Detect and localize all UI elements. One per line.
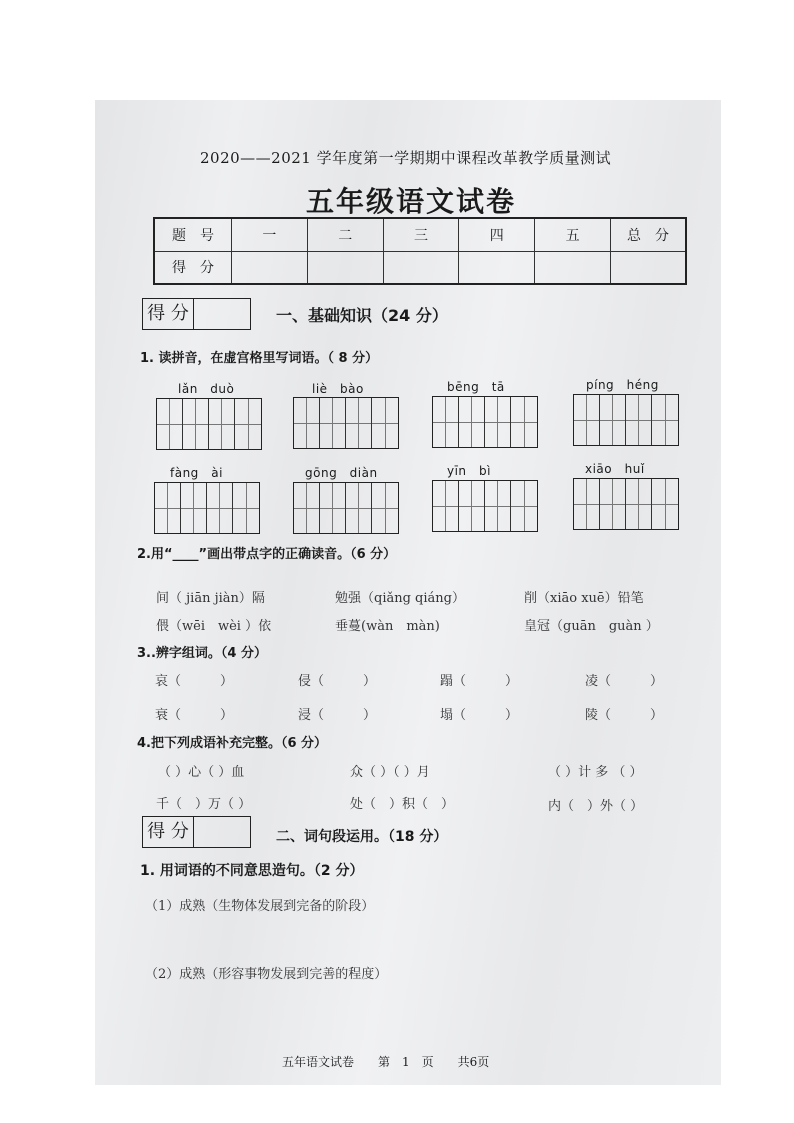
grid-cell[interactable]: [600, 479, 626, 529]
exam-title: 五年级语文试卷: [306, 185, 517, 218]
grid-cell[interactable]: [181, 483, 207, 533]
score-cell: [535, 251, 611, 284]
score-box-blank: [194, 299, 250, 329]
grid-cell[interactable]: [320, 483, 346, 533]
grid-cell[interactable]: [652, 395, 678, 445]
grid-cell[interactable]: [372, 483, 398, 533]
score-cell: 一: [232, 218, 308, 251]
writing-grid[interactable]: [573, 478, 679, 530]
grid-cell[interactable]: [155, 483, 181, 533]
s2-q1-item[interactable]: （2）成熟（形容事物发展到完善的程度）: [145, 967, 388, 982]
q2-item[interactable]: 间（ jiān jiàn）隔: [156, 591, 265, 606]
q2-item[interactable]: 削（xiāo xuē）铅笔: [524, 591, 644, 606]
score-cell: 五: [535, 218, 611, 251]
score-box-label: 得 分: [143, 817, 194, 847]
grid-cell[interactable]: [626, 479, 652, 529]
grid-cell[interactable]: [485, 481, 511, 531]
q4-prompt: 4.把下列成语补充完整。（6 分）: [137, 736, 328, 751]
q2-item[interactable]: 皇冠（guān guàn ）: [524, 619, 659, 634]
q3-prompt: 3..辨字组词。（4 分）: [137, 646, 267, 661]
writing-grid[interactable]: [293, 397, 399, 449]
writing-grid[interactable]: [432, 480, 538, 532]
score-box-blank: [194, 817, 250, 847]
writing-grid[interactable]: [293, 482, 399, 534]
grid-cell[interactable]: [346, 483, 372, 533]
pinyin-label: bēng tā: [447, 380, 505, 394]
pinyin-label: lǎn duò: [178, 382, 235, 396]
grid-cell[interactable]: [294, 483, 320, 533]
score-cell: 得 分: [154, 251, 232, 284]
score-table: [153, 217, 687, 285]
q3-item[interactable]: 哀（ ）: [155, 674, 234, 689]
pinyin-label: píng héng: [586, 378, 659, 392]
q2-item[interactable]: 勉强（qiǎng qiáng）: [335, 591, 465, 606]
score-cell: 三: [383, 218, 459, 251]
score-cell: [383, 251, 459, 284]
section1-heading: 一、基础知识（24 分）: [276, 306, 448, 325]
writing-grid[interactable]: [432, 396, 538, 448]
q2-item[interactable]: 偎（wēi wèi ）依: [156, 619, 272, 634]
grid-cell[interactable]: [485, 397, 511, 447]
writing-grid[interactable]: [154, 482, 260, 534]
score-cell: [307, 251, 383, 284]
q4-item[interactable]: 千（ ）万（ ）: [156, 797, 252, 812]
q3-item[interactable]: 浸（ ）: [298, 708, 377, 723]
grid-cell[interactable]: [511, 481, 537, 531]
q3-item[interactable]: 衰（ ）: [155, 708, 234, 723]
exam-subtitle: 2020——2021 学年度第一学期期中课程改革教学质量测试: [200, 149, 612, 167]
section2-score-box: [142, 816, 251, 848]
s2-q1-prompt: 1. 用词语的不同意思造句。（2 分）: [140, 863, 364, 879]
score-cell: 二: [307, 218, 383, 251]
q4-item[interactable]: 内（ ）外（ ）: [548, 799, 644, 814]
score-cell: 题 号: [154, 218, 232, 251]
grid-cell[interactable]: [652, 479, 678, 529]
pinyin-label: yīn bì: [447, 464, 491, 478]
score-box-label: 得 分: [143, 299, 194, 329]
grid-cell[interactable]: [626, 395, 652, 445]
grid-cell[interactable]: [183, 399, 209, 449]
q2-item[interactable]: 垂蔓(wàn màn): [335, 619, 440, 634]
grid-cell[interactable]: [346, 398, 372, 448]
q2-prompt: 2.用“____”画出带点字的正确读音。（6 分）: [137, 547, 397, 562]
section2-heading: 二、词句段运用。（18 分）: [276, 829, 448, 845]
pinyin-label: xiāo huǐ: [585, 462, 645, 476]
score-cell: 总 分: [611, 218, 687, 251]
section1-score-box: [142, 298, 251, 330]
grid-cell[interactable]: [600, 395, 626, 445]
q3-item[interactable]: 凌（ ）: [585, 674, 664, 689]
grid-cell[interactable]: [233, 483, 259, 533]
s2-q1-item[interactable]: （1）成熟（生物体发展到完备的阶段）: [145, 899, 375, 914]
q3-item[interactable]: 蹋（ ）: [440, 674, 519, 689]
q4-item[interactable]: （ ）计 多 （ ）: [548, 765, 643, 780]
q3-item[interactable]: 塌（ ）: [440, 708, 519, 723]
score-cell: [611, 251, 687, 284]
writing-grid[interactable]: [573, 394, 679, 446]
grid-cell[interactable]: [574, 395, 600, 445]
q4-item[interactable]: 处（ ）积（ ）: [350, 797, 455, 812]
grid-cell[interactable]: [459, 397, 485, 447]
grid-cell[interactable]: [207, 483, 233, 533]
pinyin-label: gōng diàn: [305, 466, 378, 480]
grid-cell[interactable]: [209, 399, 235, 449]
q1-prompt: 1. 读拼音，在虚宫格里写词语。（ 8 分）: [140, 351, 379, 366]
grid-cell[interactable]: [294, 398, 320, 448]
writing-grid[interactable]: [156, 398, 262, 450]
grid-cell[interactable]: [157, 399, 183, 449]
score-cell: [232, 251, 308, 284]
score-table-header-row: [154, 218, 686, 251]
q4-item[interactable]: 众（ ）（ ）月: [350, 765, 430, 780]
grid-cell[interactable]: [459, 481, 485, 531]
score-table-score-row: [154, 251, 686, 284]
q3-item[interactable]: 侵（ ）: [298, 674, 377, 689]
q3-item[interactable]: 陵（ ）: [585, 708, 664, 723]
pinyin-label: liè bào: [312, 382, 364, 396]
grid-cell[interactable]: [433, 397, 459, 447]
grid-cell[interactable]: [574, 479, 600, 529]
pinyin-label: fàng ài: [170, 466, 223, 480]
grid-cell[interactable]: [511, 397, 537, 447]
grid-cell[interactable]: [235, 399, 261, 449]
page-footer: 五年语文试卷 第 1 页 共6页: [282, 1055, 490, 1069]
score-cell: [459, 251, 535, 284]
score-cell: 四: [459, 218, 535, 251]
grid-cell[interactable]: [320, 398, 346, 448]
grid-cell[interactable]: [433, 481, 459, 531]
grid-cell[interactable]: [372, 398, 398, 448]
q4-item[interactable]: （ ）心（ ）血: [158, 765, 245, 780]
